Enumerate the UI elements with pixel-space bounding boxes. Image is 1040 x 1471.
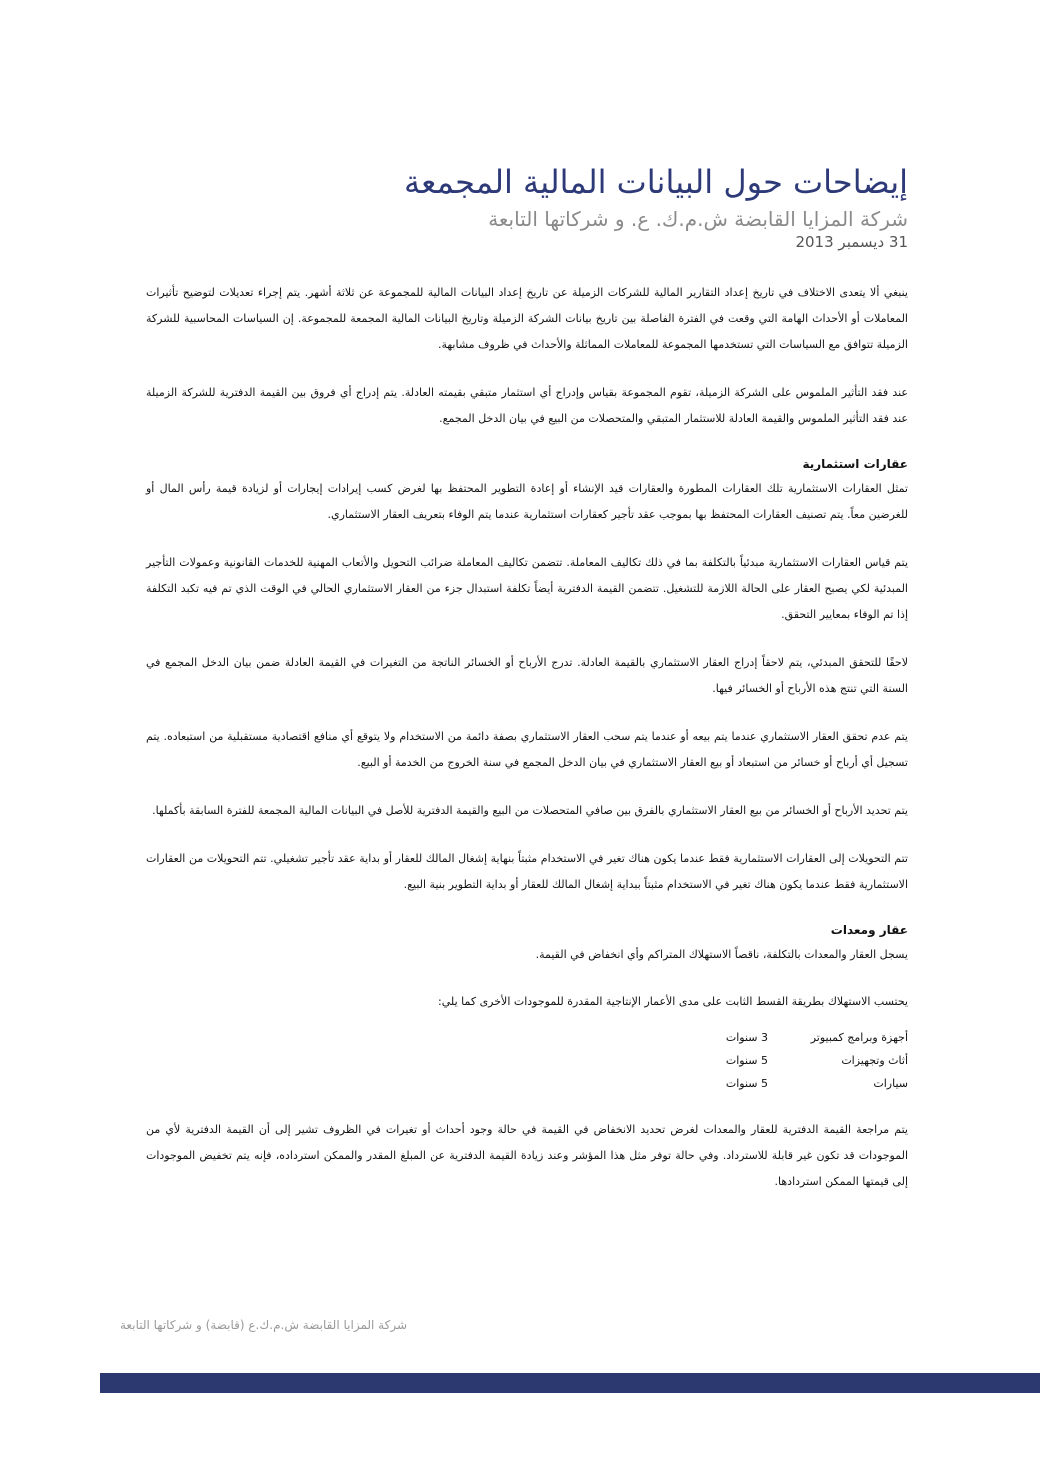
useful-life: 5 سنوات: [725, 1077, 768, 1090]
paragraph-investment-gains: يتم تحديد الأرباح أو الخسائر من بيع العقار الاستثماري بالفرق بين صافي المتحصلات من البيع والقيمة الدفترية للأصل في البيانات المالية المجمعة للفترة السابقة بأكملها.: [152, 804, 908, 817]
useful-life: 3 سنوات: [725, 1031, 768, 1044]
paragraph-depreciation-intro: يحتسب الاستهلاك بطريقة القسط الثابت على مدى الأعمار الإنتاجية المقدرة للموجودات الأخرى كما يلي:: [438, 995, 908, 1008]
table-row: [688, 1049, 908, 1072]
paragraph-investment-transfers: تتم التحويلات إلى العقارات الاستثمارية فقط عندما يكون هناك تغير في الاستخدام مثبتاً بنهاية إشغال المالك للعقار أو بداية عقد تأجير تشغيلي. تتم التحويلات من العقارات الاستثمارية فقط عندما يكون هناك تغير في الاستخدام مثبتاً ببداية إشغال المالك للعقار أو بداية التطوير بنية البيع.: [146, 852, 908, 891]
section-heading-property-equipment: عقار ومعدات: [830, 923, 908, 937]
body-content: [146, 280, 908, 1217]
asset-name: أجهزة وبرامج كمبيوتر: [810, 1031, 908, 1044]
paragraph-property-cost: يسجل العقار والمعدات بالتكلفة، ناقصاً الاستهلاك المتراكم وأي انخفاض في القيمة.: [535, 948, 908, 961]
paragraph-investment-fair-value: لاحقًا للتحقق المبدئي، يتم لاحقاً إدراج العقار الاستثماري بالقيمة العادلة. تدرج الأرباح أو الخسائر الناتجة من التغيرات في القيمة العادلة ضمن بيان الدخل المجمع في السنة التي تنتج هذه الأرباح أو الخسائر فيها.: [146, 656, 908, 695]
footer-company-name: شركة المزايا القابضة ش.م.ك.ع (قابضة) و شركاتها التابعة: [120, 1318, 408, 1332]
report-date: 31 ديسمبر 2013: [795, 233, 908, 251]
depreciation-table: [688, 1026, 908, 1095]
paragraph-investment-derecognition: يتم عدم تحقق العقار الاستثماري عندما يتم بيعه أو عندما يتم سحب العقار الاستثماري بصفة دائمة من الاستخدام ولا يتوقع أي منافع اقتصادية مستقبلية من استبعاده. يتم تسجيل أي أرباح أو خسائر من استبعاد أو بيع العقار الاستثماري في بيان الدخل المجمع في سنة الخروج من الخدمة أو البيع.: [146, 730, 908, 769]
asset-name: أثاث وتجهيزات: [841, 1054, 908, 1067]
paragraph-investment-measurement: يتم قياس العقارات الاستثمارية مبدئياً بالتكلفة بما في ذلك تكاليف المعاملة. تتضمن تكاليف المعاملة ضرائب التحويل والأتعاب المهنية للخدمات القانونية وعمولات التأجير المبدئية لكي يصبح العقار على الحالة اللازمة للتشغيل. تتضمن القيمة الدفترية أيضاً تكلفة استبدال جزء من العقار الاستثماري الحالي في الوقت الذي تم فيه تكبد التكلفة إذا تم الوفاء بمعايير التحقق.: [146, 556, 908, 621]
table-row: [688, 1026, 908, 1049]
page-header: [208, 160, 908, 252]
footer-bar: [100, 1373, 1040, 1393]
company-subtitle: شركة المزايا القابضة ش.م.ك. ع. و شركاتها التابعة: [488, 207, 908, 231]
section-heading-investment-properties: عقارات استثمارية: [802, 457, 908, 471]
table-row: [688, 1072, 908, 1095]
asset-name: سيارات: [873, 1077, 908, 1090]
paragraph-loss-of-influence: عند فقد التأثير الملموس على الشركة الزميلة، تقوم المجموعة بقياس وإدراج أي استثمار متبقي بقيمته العادلة. يتم إدراج أي فروق بين القيمة الدفترية للشركة الزميلة عند فقد التأثير الملموس والقيمة العادلة للاستثمار المتبقي والمتحصلات من البيع في بيان الدخل المجمع.: [146, 386, 908, 425]
page-title: إيضاحات حول البيانات المالية المجمعة: [403, 163, 908, 201]
paragraph-investment-definition: تمثل العقارات الاستثمارية تلك العقارات المطورة والعقارات قيد الإنشاء أو إعادة التطوير المحتفظ بها لغرض كسب إيرادات إيجارات أو لزيادة قيمة رأس المال أو للغرضين معاً. يتم تصنيف العقارات المحتفظ بها بموجب عقد تأجير كعقارات استثمارية عندما يتم الوفاء بتعريف العقار الاستثماري.: [146, 482, 908, 521]
paragraph-impairment-review: يتم مراجعة القيمة الدفترية للعقار والمعدات لغرض تحديد الانخفاض في القيمة في حالة وجود أحداث أو تغيرات في الظروف تشير إلى أن القيمة الدفترية لأي من الموجودات قد تكون غير قابلة للاسترداد. وفي حالة توفر مثل هذا المؤشر وعند زيادة القيمة الدفترية عن المبلغ المقدر والممكن استرداده، فإنه يتم تخفيض الموجودات إلى قيمتها الممكن استردادها.: [146, 1123, 908, 1188]
paragraph-associates-reporting: ينبغي ألا يتعدى الاختلاف في تاريخ إعداد التقارير المالية للشركات الزميلة عن تاريخ إعداد البيانات المالية للمجموعة عن ثلاثة أشهر. يتم إجراء تعديلات لتوضيح تأثيرات المعاملات أو الأحداث الهامة التي وقعت في الفترة الفاصلة بين تاريخ بيانات الشركة الزميلة وتاريخ البيانات المالية المجمعة للمجموعة. إن السياسات المحاسبية للشركة الزميلة تتوافق مع السياسات التي تستخدمها المجموعة للمعاملات المماثلة والأحداث في ظروف مشابهة.: [146, 286, 908, 351]
useful-life: 5 سنوات: [725, 1054, 768, 1067]
